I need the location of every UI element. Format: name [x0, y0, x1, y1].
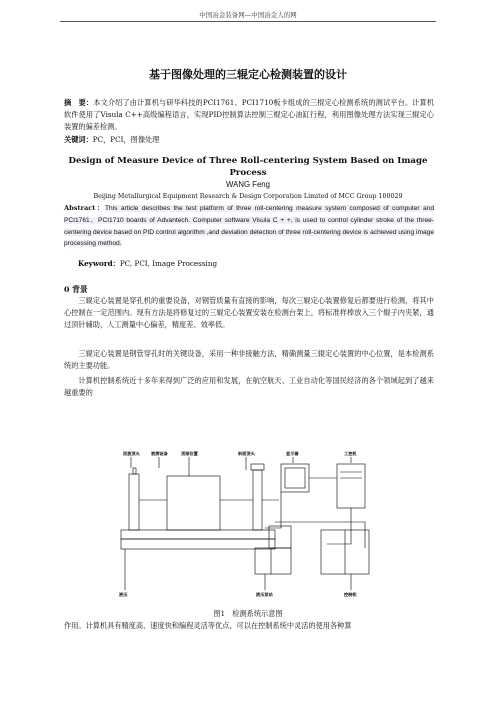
paper-title: 基于图像处理的三辊定心检测装置的设计 — [149, 68, 347, 81]
cable — [327, 508, 351, 544]
keywords-en — [78, 259, 438, 269]
keywords-cn-label: 关键词： — [64, 135, 93, 144]
body-paragraph-3: 计算机控制系统近十多年来得到广泛的应用和发展，在航空航天、工业自动化等国民经济的各个领域起到了越来越重要的 — [64, 376, 434, 397]
keywords-cn — [64, 134, 434, 146]
paper-title-en: Design of Measure Device of Three Roll-centering System Based on Image Process — [68, 156, 428, 178]
abstract-en — [64, 203, 434, 250]
affiliation-en: Beijing Metallurgical Equipment Research & Design Corporation Limited of MCC Group 100029 — [93, 193, 403, 200]
device-under-test — [167, 476, 220, 530]
keywords-cn-text: PC，PCI，图像处理 — [92, 135, 160, 144]
page-header: 中国冶金装备网—中国冶金人的网 — [199, 11, 297, 19]
label-top-6: 工控机 — [344, 451, 357, 456]
abstract-cn-text: 本文介绍了由计算机与研华科技的PCI1761、PCI1710板卡组成的三棍定心检测系统的测试平台。计算机软件使用了Visula C++高级编程语言，实现PID控制算法控制三棍定心油缸行程，利用图像处理方法实现三辊定心装置的偏差检测。 — [64, 98, 434, 131]
cable — [265, 492, 281, 528]
figure-diagram — [115, 448, 375, 610]
keywords-en-label: Keyword： — [78, 259, 120, 268]
pump-station-tank — [255, 548, 291, 574]
label-top-3: 顶部位置 — [181, 451, 198, 456]
section-heading: 0 背景 — [64, 285, 88, 294]
header-rule — [60, 21, 436, 22]
base-frame — [121, 530, 275, 539]
right-support — [253, 470, 262, 530]
author-en: WANG Feng — [226, 180, 270, 189]
label-top-2: 被测设备 — [151, 451, 168, 456]
body-paragraph-4: 作用。计算机具有精度高、速度快和编程灵活等优点，可以在控制系统中灵活的使用各种算 — [64, 621, 352, 630]
label-bottom-1: 液压 — [119, 592, 128, 597]
figure-caption: 图1 检测系统示意图 — [213, 609, 283, 618]
left-centre — [133, 468, 136, 474]
abstract-cn-label: 摘 要： — [64, 98, 94, 107]
label-top-4: 斜面顶头 — [238, 451, 255, 456]
label-top-1: 回旋顶头 — [123, 451, 140, 456]
base-rail — [121, 539, 275, 549]
label-bottom-3: 控制柜 — [344, 592, 357, 597]
abstract-cn — [64, 97, 434, 133]
abstract-en-label: Abstract： — [64, 204, 106, 212]
abstract-en-text: This article describes the test platform of three roll-centering measure system composed of computer and PCI1761、PCI1710 boards of Advantech. Computer software Visula C + +, is used to control cylinder stroke of the three-centering device based on PID control algorithm ,and deviation detection of three roll-centering device is achieved using image processing method. — [64, 205, 434, 248]
label-top-5: 显示器 — [286, 451, 299, 456]
label-bottom-2: 液压泵站 — [256, 592, 273, 597]
keywords-en-text: PC, PCI, Image Processing — [119, 259, 218, 268]
pump-station — [269, 526, 291, 548]
body-paragraph-2: 三辊定心装置是钢管穿孔时的关键设备，采用一种非接触方法，精确测量三辊定心装置的中心位置，是本检测系统的主要功能。 — [64, 349, 434, 370]
industrial-computer — [337, 464, 365, 508]
body-paragraph-1: 三辊定心装置是穿孔机的重要设备，对钢管质量有直接的影响，每次三辊定心装置修复后都要进行检测，将其中心控制在一定范围内。现有方法是将修复过的三辊定心装置安装在检测台架上，将标准样棒放入三个辊子内夹紧，通过顶针辅助，人工测量中心偏差，精度差、效率低。 — [64, 296, 434, 329]
monitor-screen — [285, 468, 305, 488]
left-support — [129, 474, 139, 530]
system-schematic — [115, 448, 375, 610]
right-centre — [251, 464, 264, 470]
